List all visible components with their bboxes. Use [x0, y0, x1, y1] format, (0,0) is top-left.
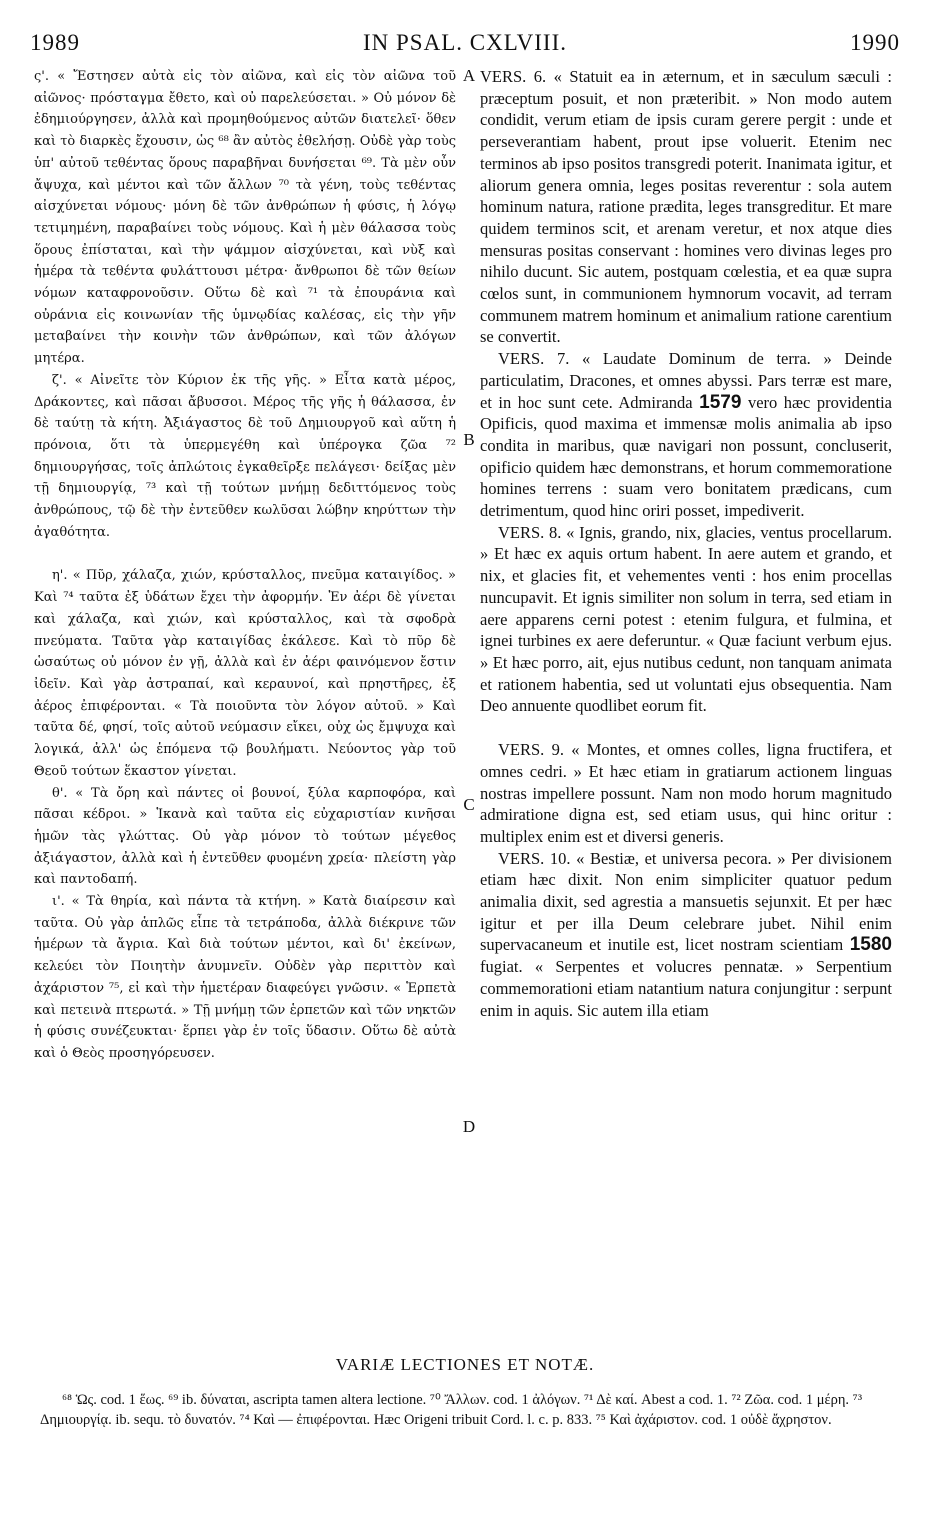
latin-vers-7-end: vero hæc providentia Opificis, quod maxima et immensæ molis animalia ab ipso condita in maribus, quæ navigari non possunt, concluserit, opificio quidem hæc demonstrans, et horum commemoratione homines terrens : suam vero bonitatem prædicans, cum detrimentum, quod hinc oriri posset, impediverit.: [480, 392, 892, 521]
running-title: IN PSAL. CXLVIII.: [363, 30, 567, 55]
running-header: [30, 30, 900, 60]
greek-paragraph-vers-7: ζ'. « Αἰνεῖτε τὸν Κύριον ἐκ τῆς γῆς. » Εἶτα κατὰ μέρος, Δράκοντες, καὶ πᾶσαι ἄβυσσοι. Μέρος τῆς γῆς ἡ θάλασσα, ἐν δὲ ταύτῃ τὰ κήτη. Ἀξιάγαστος δὲ τοῦ Δημιουργοῦ καὶ αὕτη ἡ πρόνοια, ὅτι τὰ ὑπερμεγέθη καὶ ὑπέρογκα ζῶα ⁷² δημιουργήσας, τοῖς ἀπλώτοις ἐγκαθεῖρξε πελάγεσι· δείξας μὲν τῇ δημιουργίᾳ, ⁷³ καὶ τῇ τούτων μνήμῃ δεδιττόμενος τοὺς ἀνθρώπους, τῷ δὲ τὴν ἐντεῦθεν κωλῦσαι λώβην κηρύττων τὴν ἀγαθότητα.: [34, 372, 456, 540]
section-marker-d: D: [462, 1117, 476, 1136]
greek-paragraph-vers-6: ς'. « Ἔστησεν αὐτὰ εἰς τὸν αἰῶνα, καὶ εἰς τὸν αἰῶνα τοῦ αἰῶνος· πρόσταγμα ἔθετο, καὶ οὐ παρελεύσεται. » Οὐ μόνον δὲ ἐδημιούργησεν, ἀλλὰ καὶ προμηθούμενος αὐτῶν διατελεῖ· ὅθεν καὶ τὸ διαρκὲς ἔχουσιν, ὡς ⁶⁸ ἂν αὐτὸς ἐθελήσῃ. Οὐδὲ γὰρ τοὺς ὑπ' αὐτοῦ τεθέντας ὅρους παραβῆναι δυνήσεται ⁶⁹. Τὰ μὲν οὖν ἄψυχα, καὶ μέντοι καὶ τῶν ἄλλων ⁷⁰ τὰ γένη, τοὺς τεθέντας αἰσχύνεται νόμους· μόνη δὲ τῶν ἀνθρώπων ἡ φύσις, ἡ λόγῳ τετιμημένη, παραβαίνει τοὺς νόμους. Καὶ ἡ μὲν θάλασσα τοὺς ὅρους ἐπίσταται, καὶ τὴν ψάμμον αἰσχύνεται, καὶ νὺξ καὶ ἡμέρα τὰ τεθέντα φυλάττουσι μέτρα· ἄνθρωποι δὲ τῶν θείων νόμων καταφρονοῦσιν. Οὕτω δὲ καὶ ⁷¹ τὰ ἐπουράνια καὶ οὐράνια εἰς κοινωνίαν τῆς ὑμνῳδίας καλέσας, εἰς τὴν γῆν μεταβαίνει τὴν κοινὴν τῶν ἀνθρώπων, καὶ τῶν ἀλόγων μητέρα.: [34, 69, 456, 367]
page-number-right: 1990: [850, 30, 900, 55]
greek-column: [34, 66, 456, 1065]
section-marker-b: B: [463, 430, 475, 449]
latin-vers-10-start: VERS. 10. « Bestiæ, et universa pecora. » Per divisionem etiam hæc dixit. Non enim simpliciter quatuor pedum animalia dixit, sed agrestia a mansuetis sejunxit. Et per hæc igitur et per illa Deum celebrare jubet. Nihil enim supervacaneum et inutile est, licet nostram scientiam: [480, 848, 892, 955]
notes-text: ⁶⁸ Ὡς. cod. 1 ἕως. ⁶⁹ ib. δύναται, ascripta tamen altera lectione. ⁷⁰ Ἄλλων. cod. 1 ἀλόγων. ⁷¹ Δὲ καί. Abest a cod. 1. ⁷² Ζῶα. cod. 1 μέρη. ⁷³ Δημιουργίᾳ. ib. sequ. τὸ δυνατόν. ⁷⁴ Καὶ — ἐπιφέρονται. Hæc Origeni tribuit Cord. l. c. p. 833. ⁷⁵ Καὶ ἀχάριστον. cod. 1 οὐδὲ ἄχρηστον.: [40, 1392, 863, 1428]
latin-paragraph-vers-9: VERS. 9. « Montes, et omnes colles, ligna fructifera, et omnes cedri. » Et hæc etiam in gratiarum actionem linguas nostras impellere possunt. Nam non modo horum magnitudo admiratione digna est, sed etiam usus, qui hinc oritur : multiplex enim est et diversi generis.: [480, 740, 892, 846]
latin-paragraph-vers-6: VERS. 6. « Statuit ea in æternum, et in sæculum sæculi : præceptum posuit, et non præteribit. » Non modo autem condidit, verum etiam de ipsis curam gerere pergit : unde et perseverantiam habent, prout ipse voluerit. Etenim nec terminos ab ipso positos transgredi poterit. Inanimata igitur, et aliorum genera omnia, leges positas reverentur : sola autem hominum natura, ratione prædita, leges transgreditur. Et mare quidem terminos scit, et arenam veretur, et nox atque dies mensuras positas conservant : homines vero divinas leges pro nihilo ducunt. Sic autem, postquam cœlestia, et ea quæ supra cœlos sunt, in communionem hymnorum vocavit, ad terram communem matrem hominum et animalium ratione carentium se convertit.: [480, 67, 892, 347]
latin-column: [480, 66, 892, 1021]
latin-paragraph-vers-7: [480, 348, 892, 522]
page-number-left: 1989: [30, 30, 80, 55]
latin-vers-10-end: fugiat. « Serpentes et volucres pennatæ. » Serpentium commemorationi etiam natantium natura conjungitur : serpunt enim in aquis. Sic autem illa etiam: [480, 957, 892, 1020]
greek-paragraph-vers-10: ι'. « Τὰ θηρία, καὶ πάντα τὰ κτήνη. » Κατὰ διαίρεσιν καὶ ταῦτα. Οὐ γὰρ ἁπλῶς εἶπε τὰ τετράποδα, ἀλλὰ διέκρινε τῶν ἡμέρων τὰ ἄγρια. Καὶ διὰ τούτων μέντοι, καὶ δι' ἐκείνων, κελεύει τὸν Ποιητὴν ἀνυμνεῖν. Οὐδὲν γὰρ περιττὸν καὶ ἀχάριστον ⁷⁵, εἰ καὶ τὴν ἡμετέραν διαφεύγει γνῶσιν. « Ἑρπετὰ καὶ πετεινὰ πτερωτά. » Τῇ μνήμῃ τῶν ἑρπετῶν καὶ τῶν νηκτῶν ἡ φύσις συνέζευκται· ἕρπει γὰρ ἐν τοῖς ὕδασιν. Οὕτω δὲ αὐτὰ καὶ ὁ Θεὸς προσηγόρευσεν.: [34, 894, 456, 1061]
notes-title: VARIÆ LECTIONES ET NOTÆ.: [335, 1355, 595, 1374]
greek-paragraph-vers-8: η'. « Πῦρ, χάλαζα, χιών, κρύσταλλος, πνεῦμα καταιγίδος. » Καὶ ⁷⁴ ταῦτα ἐξ ὑδάτων ἔχει τὴν ἀφορμήν. Ἐν ἀέρι δὲ γίνεται καὶ χάλαζα, καὶ χιών, καὶ κρύσταλλος, καὶ τὰ σφοδρὰ πνεύματα. Ταῦτα γὰρ καταιγίδας ἐκάλεσε. Καὶ τὸ πῦρ δὲ ὡσαύτως οὐ μόνον ἐν γῇ, ἀλλὰ καὶ ἐν ἀέρι φαινόμενον ἔστιν ἰδεῖν. Καὶ γὰρ ἀστραπαί, καὶ κεραυνοί, καὶ πρηστῆρες, ἐξ ἀέρος ἐπιφέρονται. « Τὰ ποιοῦντα τὸν λόγον αὐτοῦ. » Καὶ ταῦτα δέ, φησί, τοῖς αὐτοῦ νεύμασιν εἴκει, οὐχ ὡς ἔμψυχα καὶ λογικά, ἀλλ' ὡς ἑπόμενα τῷ βουλήματι. Νεύοντος γὰρ τοῦ Θεοῦ τούτων ἕκαστον γίνεται.: [34, 568, 456, 779]
latin-paragraph-vers-10: [480, 848, 892, 1022]
latin-vers-7-start: VERS. 7. « Laudate Dominum de terra. » Deinde particulatim, Dracones, et omnes abyssi. Pars terræ est mare, et in hoc sunt cete. Admiranda: [480, 349, 892, 412]
section-marker-c: C: [463, 795, 475, 814]
notes-section: [40, 1390, 890, 1430]
latin-paragraph-vers-8: VERS. 8. « Ignis, grando, nix, glacies, ventus procellarum. » Et hæc ex aquis ortum habent. In aere autem et grando, et nix, et glacies fit, et vehementes venti : hos enim procellas nuncupavit. Et ignis similiter non solum in terra, sed etiam in aere apparens cerni potest : etenim fulgura, et fulmina, et ignei turbines ex aere deferuntur. « Quæ faciunt verbum ejus. » Et hæc porro, ait, ejus nutibus cedunt, non tanquam animata et rationem habentia, sed ut voluntati ejus obsequentia. Nam Deo annuente quodlibet eorum fit.: [480, 522, 892, 716]
column-number-1579: 1579: [699, 391, 742, 413]
greek-paragraph-vers-9: θ'. « Τὰ ὄρη καὶ πάντες οἱ βουνοί, ξύλα καρποφόρα, καὶ πᾶσαι κέδροι. » Ἱκανὰ καὶ ταῦτα εἰς εὐχαριστίαν κινῆσαι ἡμῶν τὰς γλώττας. Οὐ γὰρ μόνον τὸ τούτων μέγεθος ἀξιάγαστον, ἀλλὰ καὶ ἡ ἐντεῦθεν φυομένη χρεία· πλείστη γὰρ καὶ παντοδαπή.: [34, 785, 456, 888]
section-marker-a: A: [462, 66, 476, 85]
column-number-1580: 1580: [849, 934, 892, 956]
